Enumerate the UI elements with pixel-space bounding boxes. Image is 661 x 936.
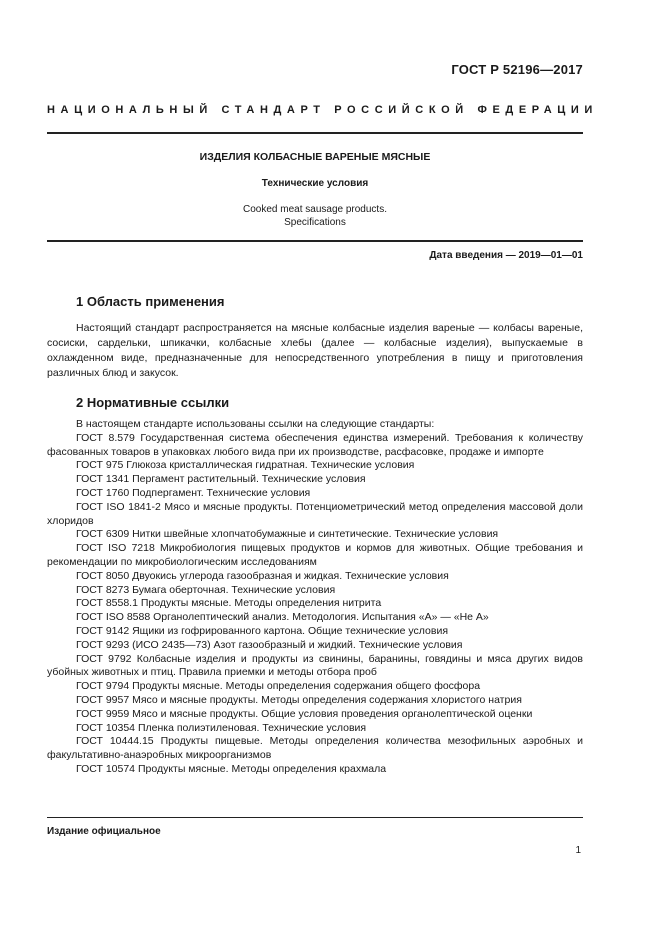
- reference-item: ГОСТ 10444.15 Продукты пищевые. Методы определения количества мезофильных аэробных и факультативно-анаэробных микроорганизмов: [47, 735, 583, 762]
- title-divider: [47, 240, 583, 242]
- reference-item: ГОСТ ISO 7218 Микробиология пищевых продуктов и кормов для животных. Общие требования и рекомендации по микробиологическим исследованиям: [47, 542, 583, 568]
- section-1-heading: 1 Область применения: [76, 294, 225, 309]
- reference-item: ГОСТ 6309 Нитки швейные хлопчатобумажные и синтетические. Технические условия: [76, 528, 499, 541]
- reference-item: ГОСТ 1760 Подпергамент. Технические условия: [76, 486, 311, 499]
- reference-item: ГОСТ 8558.1 Продукты мясные. Методы определения нитрита: [76, 597, 382, 610]
- references-list: [47, 418, 583, 777]
- reference-item: ГОСТ 9957 Мясо и мясные продукты. Методы определения содержания хлористого натрия: [76, 693, 522, 706]
- english-title: Cooked meat sausage products.: [243, 204, 387, 215]
- reference-item: ГОСТ 10354 Пленка полиэтиленовая. Технические условия: [76, 721, 367, 734]
- reference-item: ГОСТ 8273 Бумага оберточная. Технические условия: [76, 583, 336, 596]
- english-subtitle: Specifications: [284, 217, 346, 228]
- reference-item: ГОСТ 10574 Продукты мясные. Методы определения крахмала: [76, 762, 387, 775]
- page-number: 1: [575, 845, 581, 856]
- reference-item: ГОСТ 9794 Продукты мясные. Методы определения содержания общего фосфора: [76, 680, 481, 693]
- reference-item: ГОСТ ISO 1841-2 Мясо и мясные продукты. Потенциометрический метод определения массовой доли хлоридов: [47, 500, 583, 527]
- national-standard-heading: НАЦИОНАЛЬНЫЙ СТАНДАРТ РОССИЙСКОЙ ФЕДЕРАЦИИ: [47, 104, 598, 116]
- reference-item: ГОСТ ISO 8588 Органолептический анализ. Методология. Испытания «А» — «Не А»: [76, 611, 489, 624]
- reference-item: ГОСТ 1341 Пергамент растительный. Технические условия: [76, 473, 366, 486]
- document-title: ИЗДЕЛИЯ КОЛБАСНЫЕ ВАРЕНЫЕ МЯСНЫЕ: [199, 151, 431, 163]
- english-title-block: [47, 203, 583, 229]
- section-1-text: Настоящий стандарт распространяется на мясные колбасные изделия вареные — колбасы вареные, сосиски, сардельки, шпикачки, колбасные хлебы (далее — колбасные изделия), выпускаемые в охлажденном виде, предназначенные для непосредственного употребления в пищу и приготовления различных блюд и закусок.: [47, 322, 583, 379]
- reference-item: ГОСТ 9792 Колбасные изделия и продукты из свинины, баранины, говядины и мяса других видов убойных животных и птиц. Правила приемки и методы отбора проб: [47, 652, 583, 679]
- reference-item: ГОСТ 8.579 Государственная система обеспечения единства измерений. Требования к количеству фасованных товаров в упаковках любого вида при их производстве, расфасовке, продаже и импорте: [47, 431, 583, 458]
- header-divider: [47, 132, 583, 134]
- references-intro: В настоящем стандарте использованы ссылки на следующие стандарты:: [76, 418, 435, 430]
- reference-item: ГОСТ 9142 Ящики из гофрированного картона. Общие технические условия: [76, 624, 449, 637]
- official-edition-label: Издание официальное: [47, 826, 161, 837]
- footer-divider: [47, 817, 583, 818]
- reference-item: ГОСТ 9293 (ИСО 2435—73) Азот газообразный и жидкий. Технические условия: [76, 638, 463, 651]
- reference-item: ГОСТ 9959 Мясо и мясные продукты. Общие условия проведения органолептической оценки: [76, 707, 533, 720]
- document-subtitle: Технические условия: [261, 178, 369, 189]
- introduction-date: Дата введения — 2019—01—01: [429, 250, 583, 261]
- document-id: ГОСТ Р 52196—2017: [451, 62, 583, 77]
- section-2-heading: 2 Нормативные ссылки: [76, 395, 230, 410]
- reference-item: ГОСТ 975 Глюкоза кристаллическая гидратная. Технические условия: [76, 459, 415, 472]
- reference-item: ГОСТ 8050 Двуокись углерода газообразная и жидкая. Технические условия: [76, 569, 449, 582]
